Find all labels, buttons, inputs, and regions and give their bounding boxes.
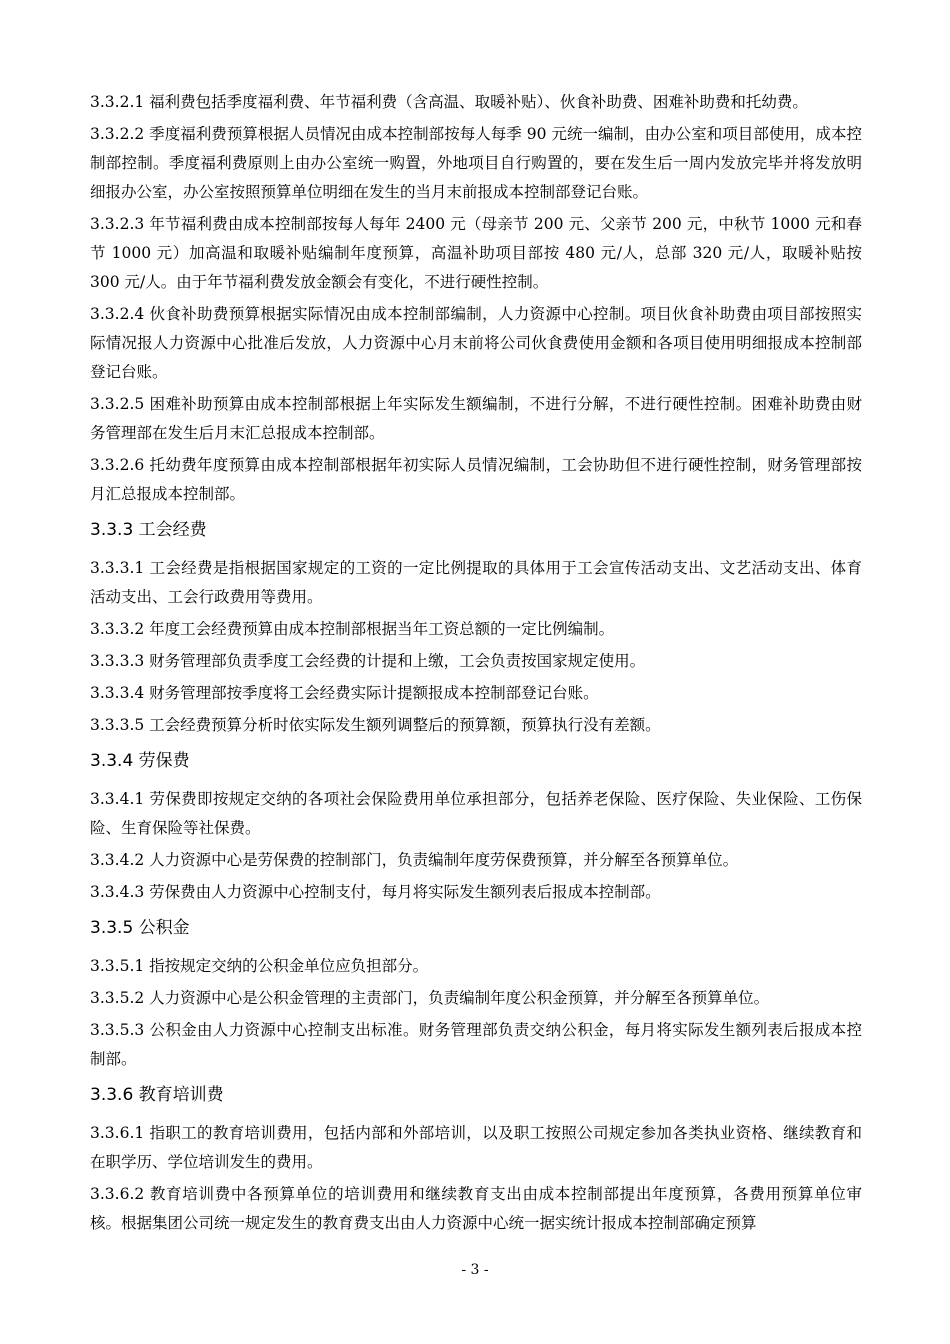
paragraph-3-3-4-1: 3.3.4.1 劳保费即按规定交纳的各项社会保险费用单位承担部分，包括养老保险、医疗保险、失业保险、工伤保险、生育保险等社保费。 [90, 790, 862, 837]
section-heading-3-3-6: 3.3.6 教育培训费 [90, 1085, 224, 1105]
paragraph-3-3-2-1: 3.3.2.1 福利费包括季度福利费、年节福利费（含高温、取暖补贴）、伙食补助费、困难补助费和托幼费。 [90, 93, 808, 111]
paragraph-3-3-4-3: 3.3.4.3 劳保费由人力资源中心控制支付，每月将实际发生额列表后报成本控制部。 [90, 883, 661, 901]
paragraph-3-3-3-3: 3.3.3.3 财务管理部负责季度工会经费的计提和上缴，工会负责按国家规定使用。 [90, 652, 646, 670]
paragraph-3-3-3-1: 3.3.3.1 工会经费是指根据国家规定的工资的一定比例提取的具体用于工会宣传活动支出、文艺活动支出、体育活动支出、工会行政费用等费用。 [90, 559, 862, 606]
paragraph-3-3-5-3: 3.3.5.3 公积金由人力资源中心控制支出标准。财务管理部负责交纳公积金，每月将实际发生额列表后报成本控制部。 [90, 1021, 862, 1068]
paragraph-3-3-5-1: 3.3.5.1 指按规定交纳的公积金单位应负担部分。 [90, 957, 429, 975]
page-number: - 3 - [461, 1262, 489, 1278]
paragraph-3-3-5-2: 3.3.5.2 人力资源中心是公积金管理的主责部门，负责编制年度公积金预算，并分解至各预算单位。 [90, 989, 770, 1007]
paragraph-3-3-2-5: 3.3.2.5 困难补助预算由成本控制部根据上年实际发生额编制，不进行分解，不进行硬性控制。困难补助费由财务管理部在发生后月末汇总报成本控制部。 [90, 395, 862, 442]
paragraph-3-3-6-2: 3.3.6.2 教育培训费中各预算单位的培训费用和继续教育支出由成本控制部提出年度预算，各费用预算单位审核。根据集团公司统一规定发生的教育费支出由人力资源中心统一据实统计报成本控制部确定预算 [90, 1185, 862, 1232]
paragraph-3-3-2-6: 3.3.2.6 托幼费年度预算由成本控制部根据年初实际人员情况编制，工会协助但不进行硬性控制，财务管理部按月汇总报成本控制部。 [90, 456, 862, 503]
paragraph-3-3-2-4: 3.3.2.4 伙食补助费预算根据实际情况由成本控制部编制，人力资源中心控制。项目伙食补助费由项目部按照实际情况报人力资源中心批准后发放，人力资源中心月末前将公司伙食费使用金额和各项目使用明细报成本控制部登记台账。 [90, 305, 862, 381]
paragraph-3-3-3-2: 3.3.3.2 年度工会经费预算由成本控制部根据当年工资总额的一定比例编制。 [90, 620, 615, 638]
section-heading-3-3-3: 3.3.3 工会经费 [90, 520, 207, 540]
paragraph-3-3-2-3: 3.3.2.3 年节福利费由成本控制部按每人每年 2400 元（母亲节 200 元、父亲节 200 元，中秋节 1000 元和春节 1000 元）加高温和取暖补贴编制年度预算，高温补助项目部按 480 元/人，总部 320 元/人，取暖补贴按 300 元/人。由于年节福利费发放金额会有变化，不进行硬性控制。 [90, 215, 863, 291]
paragraph-3-3-3-4: 3.3.3.4 财务管理部按季度将工会经费实际计提额报成本控制部登记台账。 [90, 684, 599, 702]
paragraph-3-3-3-5: 3.3.3.5 工会经费预算分析时依实际发生额列调整后的预算额，预算执行没有差额。 [90, 716, 661, 734]
paragraph-3-3-2-2: 3.3.2.2 季度福利费预算根据人员情况由成本控制部按每人每季 90 元统一编制，由办公室和项目部使用，成本控制部控制。季度福利费原则上由办公室统一购置，外地项目自行购置的，要在发生后一周内发放完毕并将发放明细报办公室，办公室按照预算单位明细在发生的当月末前报成本控制部登记台账。 [90, 125, 862, 201]
paragraph-3-3-4-2: 3.3.4.2 人力资源中心是劳保费的控制部门，负责编制年度劳保费预算，并分解至各预算单位。 [90, 851, 739, 869]
document-body [90, 88, 862, 1241]
section-heading-3-3-5: 3.3.5 公积金 [90, 918, 190, 938]
section-heading-3-3-4: 3.3.4 劳保费 [90, 751, 190, 771]
paragraph-3-3-6-1: 3.3.6.1 指职工的教育培训费用，包括内部和外部培训，以及职工按照公司规定参加各类执业资格、继续教育和在职学历、学位培训发生的费用。 [90, 1124, 862, 1171]
